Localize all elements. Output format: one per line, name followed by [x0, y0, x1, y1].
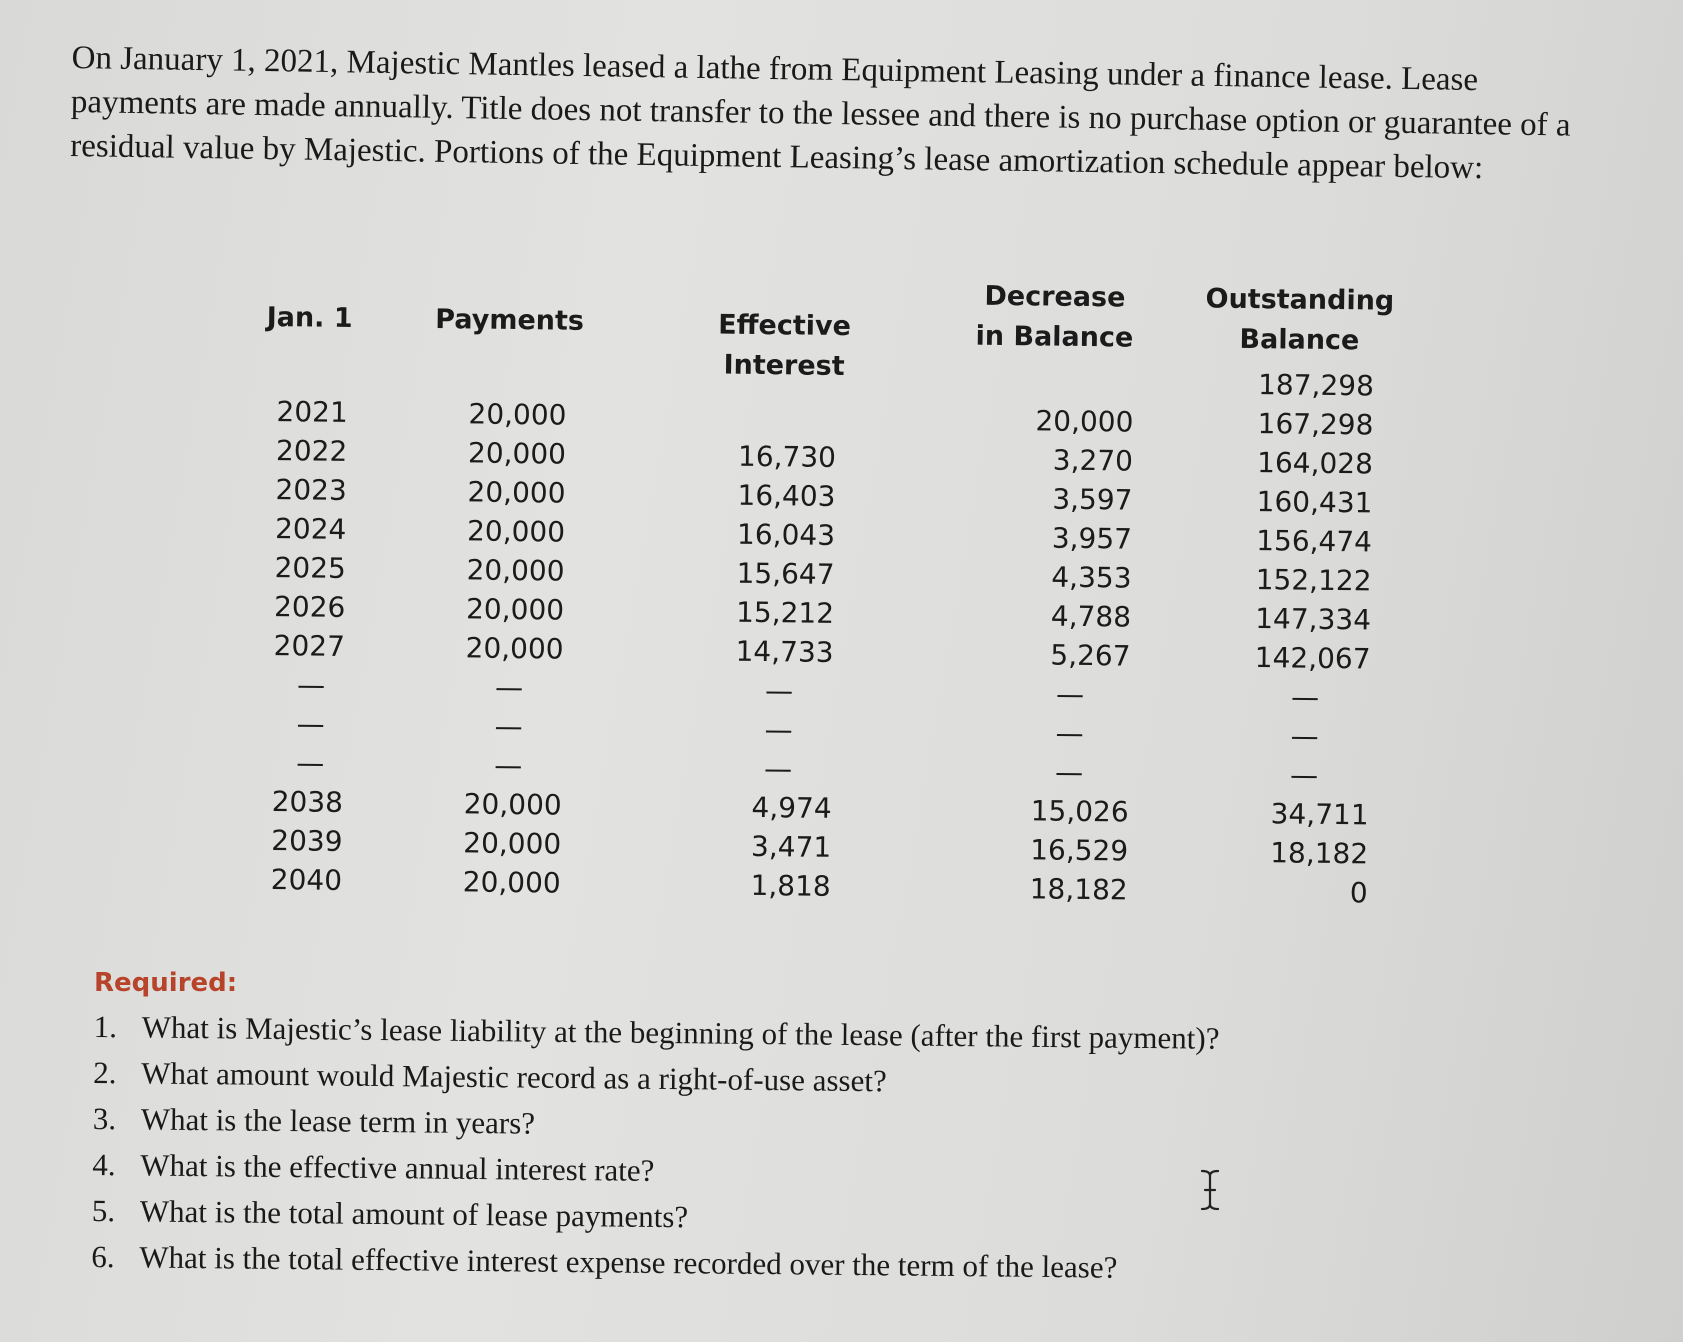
cell-balance: 142,067 — [1254, 641, 1371, 676]
cell-year: 2040 — [270, 863, 343, 897]
cell-year: 2021 — [276, 395, 348, 429]
cell-year: 2024 — [274, 512, 347, 546]
cell-balance: 0 — [1349, 876, 1368, 910]
intro-paragraph: On January 1, 2021, Majestic Mantles leased a lathe from Equipment Leasing under a finance lease. Lease payments are made annually. Title does not transfer to the lessee and there is no purchase option or guarantee of a residual value by Majestic. Portions of the Equipment Leasing’s lease amortization schedule appear below: — [69, 39, 1571, 187]
cell-interest: 15,647 — [736, 556, 835, 591]
question-number: 3. — [92, 1100, 117, 1137]
cell-payment: 20,000 — [466, 553, 565, 588]
cell-payment: — — [494, 709, 523, 744]
cell-decrease: 16,529 — [1030, 833, 1129, 868]
cell-decrease: 18,182 — [1029, 872, 1128, 907]
cell-payment: — — [494, 670, 524, 705]
cell-decrease: — — [1054, 755, 1084, 789]
cell-year: 2023 — [275, 473, 347, 507]
question-number: 4. — [92, 1146, 116, 1183]
column-outstanding-balance — [1237, 365, 1374, 913]
cell-interest: 3,471 — [750, 829, 832, 864]
question-number: 5. — [91, 1192, 116, 1229]
header-outstanding-line2: Balance — [1239, 323, 1360, 357]
question-number: 2. — [93, 1054, 117, 1091]
cell-payment: 20,000 — [465, 631, 564, 666]
header-outstanding-line1: Outstanding — [1205, 283, 1395, 317]
question-text: What is the lease term in years? — [140, 1101, 536, 1141]
cell-year: 2039 — [271, 824, 343, 858]
cell-interest: 4,974 — [751, 790, 832, 825]
amortization-table — [262, 280, 1500, 963]
cell-decrease: 5,267 — [1050, 638, 1131, 673]
cell-balance: 167,298 — [1257, 407, 1374, 442]
cell-interest: — — [763, 752, 793, 786]
cell-interest — [728, 398, 836, 438]
cell-decrease: 4,788 — [1050, 599, 1132, 634]
cell-balance: 147,334 — [1255, 602, 1372, 637]
question-text: What is the total effective interest expense recorded over the term of the lease? — [139, 1239, 1118, 1285]
cell-year: 2022 — [275, 434, 348, 468]
cell-decrease: — — [1055, 677, 1085, 711]
text-cursor-icon — [1198, 1168, 1222, 1212]
cell-year: 2026 — [273, 590, 346, 624]
cell-year: — — [296, 707, 325, 741]
cell-balance: 152,122 — [1255, 563, 1372, 598]
cell-interest: 1,818 — [750, 868, 831, 903]
column-payments — [453, 394, 567, 902]
cell-interest: 16,730 — [737, 439, 837, 474]
question-text: What is the total amount of lease payments? — [139, 1193, 689, 1235]
cell-payment: 20,000 — [467, 436, 567, 471]
header-decrease-line2: in Balance — [975, 320, 1134, 354]
cell-payment: 20,000 — [467, 475, 566, 510]
cell-decrease: 4,353 — [1051, 560, 1132, 595]
cell-payment: — — [493, 748, 523, 783]
cell-interest: 14,733 — [735, 634, 834, 669]
cell-interest: 16,403 — [737, 478, 836, 513]
cell-payment: 20,000 — [463, 826, 562, 861]
cell-year: — — [296, 668, 326, 702]
cell-payment: 20,000 — [465, 592, 565, 627]
cell-balance: 18,182 — [1269, 836, 1369, 871]
header-effective-interest: Effective Interest — [718, 309, 852, 383]
column-effective-interest — [723, 398, 837, 906]
cell-payment: 20,000 — [468, 397, 567, 432]
cell-balance: — — [1290, 719, 1319, 753]
cell-decrease: 20,000 — [1035, 404, 1134, 439]
question-text: What is the effective annual interest rate? — [140, 1147, 655, 1188]
cell-year: 2038 — [271, 785, 344, 819]
header-year: Jan. 1 — [266, 301, 353, 335]
question-text: What is Majestic’s lease liability at the beginning of the lease (after the first payment)? — [141, 1009, 1220, 1056]
header-outstanding-balance — [1199, 279, 1400, 361]
cell-decrease: — — [1055, 716, 1084, 750]
cell-initial-balance: 187,298 — [1257, 368, 1375, 403]
cell-balance: — — [1290, 680, 1320, 714]
cell-payment: 20,000 — [466, 514, 566, 549]
cell-payment: 20,000 — [463, 787, 562, 822]
required-heading: Required: — [94, 968, 238, 998]
column-decrease-in-balance — [1007, 401, 1133, 909]
cell-year: — — [295, 746, 325, 780]
cell-balance: 164,028 — [1256, 446, 1374, 481]
cell-payment: 20,000 — [462, 865, 561, 900]
cell-balance: 160,431 — [1256, 485, 1373, 520]
header-decrease-line1: Decrease — [984, 280, 1126, 314]
cell-year: 2025 — [274, 551, 347, 585]
question-number: 6. — [91, 1238, 115, 1275]
cell-interest: 15,212 — [735, 595, 835, 630]
header-payments: Payments — [435, 304, 585, 337]
cell-decrease: 15,026 — [1030, 794, 1129, 829]
cell-year: 2027 — [273, 629, 346, 663]
cell-interest: 16,043 — [736, 517, 836, 552]
question-number: 1. — [93, 1008, 118, 1045]
cell-decrease: 3,270 — [1052, 443, 1134, 478]
questions-list — [91, 1004, 1394, 1294]
cell-balance: — — [1289, 758, 1319, 792]
question-text: What amount would Majestic record as a right-of-use asset? — [141, 1055, 887, 1099]
header-decrease-in-balance — [969, 277, 1140, 359]
column-year — [271, 392, 353, 900]
cell-interest: — — [764, 713, 793, 747]
cell-interest: — — [764, 674, 794, 708]
cell-decrease: 3,957 — [1051, 521, 1133, 556]
cell-balance: 34,711 — [1270, 797, 1369, 832]
cell-decrease: 3,597 — [1052, 482, 1133, 517]
cell-balance: 156,474 — [1255, 524, 1373, 559]
